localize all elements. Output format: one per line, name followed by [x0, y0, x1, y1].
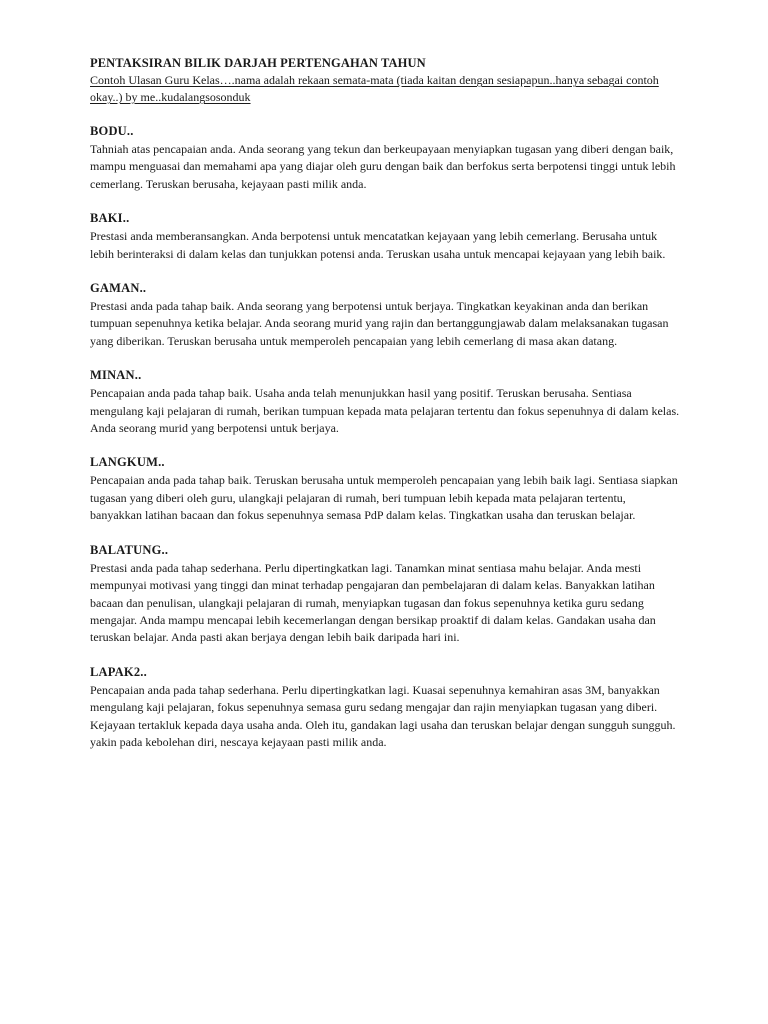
section-balatung [90, 542, 680, 647]
section-heading: LANGKUM.. [90, 455, 165, 470]
section-gaman [90, 280, 680, 350]
section-heading: BALATUNG.. [90, 542, 169, 557]
section-langkum [90, 454, 680, 524]
document-title: PENTAKSIRAN BILIK DARJAH PERTENGAHAN TAHUN [90, 56, 426, 70]
section-heading: MINAN.. [90, 368, 142, 383]
section-bodu [90, 123, 680, 193]
section-body: Prestasi anda pada tahap baik. Anda seorang yang berpotensi untuk berjaya. Tingkatkan keyakinan anda dan berikan tumpuan sepenuhnya ketika belajar. Anda seorang murid yang rajin dan bertanggungjawab dalam melaksanakan tugasan yang diberikan. Teruskan berusaha untuk memperoleh pencapaian yang lebih cemerlang di masa akan datang. [90, 299, 669, 348]
document-subtitle: Contoh Ulasan Guru Kelas….nama adalah rekaan semata-mata (tiada kaitan dengan sesiapapun..hanya sebagai contoh okay..) by me..kudalangsosonduk [90, 73, 659, 104]
section-body: Prestasi anda memberansangkan. Anda berpotensi untuk mencatatkan kejayaan yang lebih cemerlang. Berusaha untuk lebih berinteraksi di dalam kelas dan tunjukkan potensi anda. Teruskan usaha untuk mencapai kejayaan yang lebih baik. [90, 229, 666, 261]
section-body: Pencapaian anda pada tahap sederhana. Perlu dipertingkatkan lagi. Kuasai sepenuhnya kemahiran asas 3M, banyakkan mengulang kaji pelajaran, fokus sepenuhnya semasa guru sedang mengajar dan rajin menyiapkan tugasan yang diberi. Kejayaan tertakluk kepada daya usaha anda. Oleh itu, gandakan lagi usaha dan teruskan belajar dengan sungguh sungguh. yakin pada kebolehan diri, nescaya kejayaan pasti milik anda. [90, 682, 676, 749]
section-body: Pencapaian anda pada tahap baik. Usaha anda telah menunjukkan hasil yang positif. Teruskan berusaha. Sentiasa mengulang kaji pelajaran di rumah, berikan tumpuan kepada mata pelajaran tertentu dan fokus sepenuhnya di dalam kelas. Anda seorang murid yang berpotensi untuk berjaya. [90, 386, 680, 436]
section-body: Tahniah atas pencapaian anda. Anda seorang yang tekun dan berkeupayaan menyiapkan tugasan yang diberi dengan baik, mampu menguasai dan memahami apa yang diajar oleh guru dengan baik dan berfokus serta berpotensi tinggi untuk lebih cemerlang. Teruskan berusaha, kejayaan pasti milik anda. [90, 142, 676, 191]
section-lapak2 [90, 664, 680, 752]
section-heading: GAMAN.. [90, 281, 147, 296]
section-heading: BAKI.. [90, 211, 130, 226]
section-heading: BODU.. [90, 124, 134, 138]
section-body: Pencapaian anda pada tahap baik. Teruskan berusaha untuk memperoleh pencapaian yang lebih baik lagi. Sentiasa siapkan tugasan yang diberi oleh guru, ulangkaji pelajaran di rumah, beri tumpuan lebih kepada mata pelajaran tertentu, banyakkan latihan bacaan dan fokus sepenuhnya semasa PdP dalam kelas. Tingkatkan usaha dan teruskan belajar. [90, 473, 678, 523]
section-minan [90, 367, 680, 437]
section-body: Prestasi anda pada tahap sederhana. Perlu dipertingkatkan lagi. Tanamkan minat sentiasa mahu belajar. Anda mesti mempunyai motivasi yang tinggi dan minat terhadap pengajaran dan pembelajaran di dalam kelas. Banyakkan latihan bacaan dan penulisan, ulangkaji pelajaran di rumah, menyiapkan tugasan dan fokus sepenuhnya ketika guru sedang mengajar. Anda mampu mencapai lebih kecemerlangan dengan bersikap proaktif di dalam kelas. Gandakan usaha dan teruskan belajar. Anda pasti akan berjaya dengan lebih baik daripada hari ini. [90, 560, 656, 645]
section-baki [90, 210, 680, 263]
document-content [90, 55, 680, 751]
section-heading: LAPAK2.. [90, 664, 147, 679]
